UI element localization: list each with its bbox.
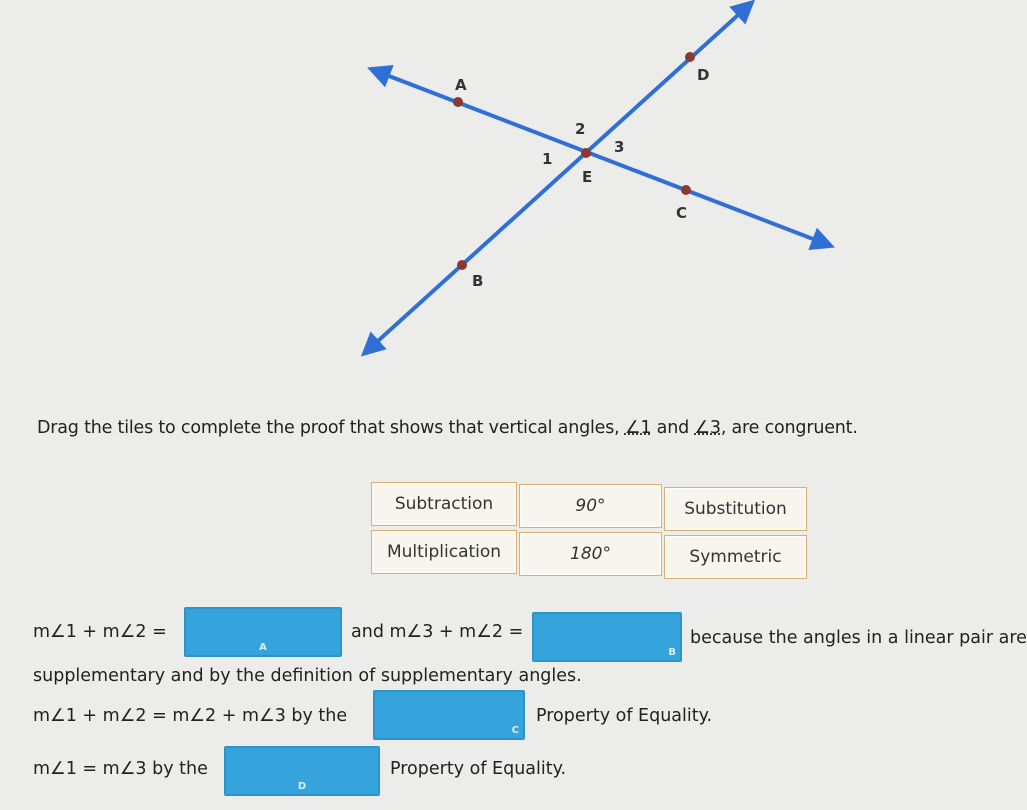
proof-line1-right: because the angles in a linear pair are — [690, 628, 1027, 648]
instruction-angle3: ∠3 — [694, 418, 721, 438]
drop-target-d[interactable] — [224, 746, 380, 796]
drop-target-a[interactable] — [184, 607, 342, 657]
instruction-text — [37, 418, 858, 438]
tile-multiplication[interactable]: Multiplication — [371, 530, 517, 574]
angle-label-3: 3 — [614, 138, 625, 156]
label-b: B — [472, 272, 484, 290]
label-c: C — [676, 204, 688, 222]
drop-target-b-tag: B — [668, 647, 676, 658]
point-b — [457, 260, 467, 270]
tile-symmetric[interactable]: Symmetric — [664, 535, 807, 579]
geometry-diagram — [0, 0, 1027, 400]
angle-label-1: 1 — [542, 150, 553, 168]
label-e: E — [582, 168, 593, 186]
proof-line1-mid: and m∠3 + m∠2 = — [351, 622, 524, 642]
instruction-angle1: ∠1 — [624, 418, 652, 438]
proof-line3-left: m∠1 + m∠2 = m∠2 + m∠3 by the — [33, 706, 348, 726]
proof-line1-left: m∠1 + m∠2 = — [33, 622, 167, 642]
label-d: D — [697, 66, 710, 84]
drop-target-b[interactable] — [532, 612, 682, 662]
tile-substitution[interactable]: Substitution — [664, 487, 807, 531]
drop-target-c[interactable] — [373, 690, 525, 740]
proof-line4-right: Property of Equality. — [390, 759, 567, 779]
tile-90-degrees[interactable]: 90° — [519, 484, 662, 528]
drop-target-c-tag: C — [511, 725, 519, 736]
instruction-middle: and — [651, 418, 695, 438]
instruction-before: Drag the tiles to complete the proof that shows that vertical angles, — [37, 418, 625, 438]
proof-line4-left: m∠1 = m∠3 by the — [33, 759, 208, 779]
tile-180-degrees[interactable]: 180° — [519, 532, 662, 576]
drop-target-a-tag: A — [259, 642, 267, 653]
point-a — [453, 97, 463, 107]
point-d — [685, 52, 695, 62]
drop-target-d-tag: D — [297, 781, 307, 792]
point-e — [581, 148, 591, 158]
instruction-after: , are congruent. — [720, 418, 858, 438]
proof-line3-right: Property of Equality. — [536, 706, 713, 726]
proof-line2: supplementary and by the definition of supplementary angles. — [33, 666, 582, 686]
line-ac — [376, 71, 826, 244]
tile-subtraction[interactable]: Subtraction — [371, 482, 517, 526]
point-c — [681, 185, 691, 195]
label-a: A — [455, 76, 467, 94]
angle-label-2: 2 — [575, 120, 586, 138]
